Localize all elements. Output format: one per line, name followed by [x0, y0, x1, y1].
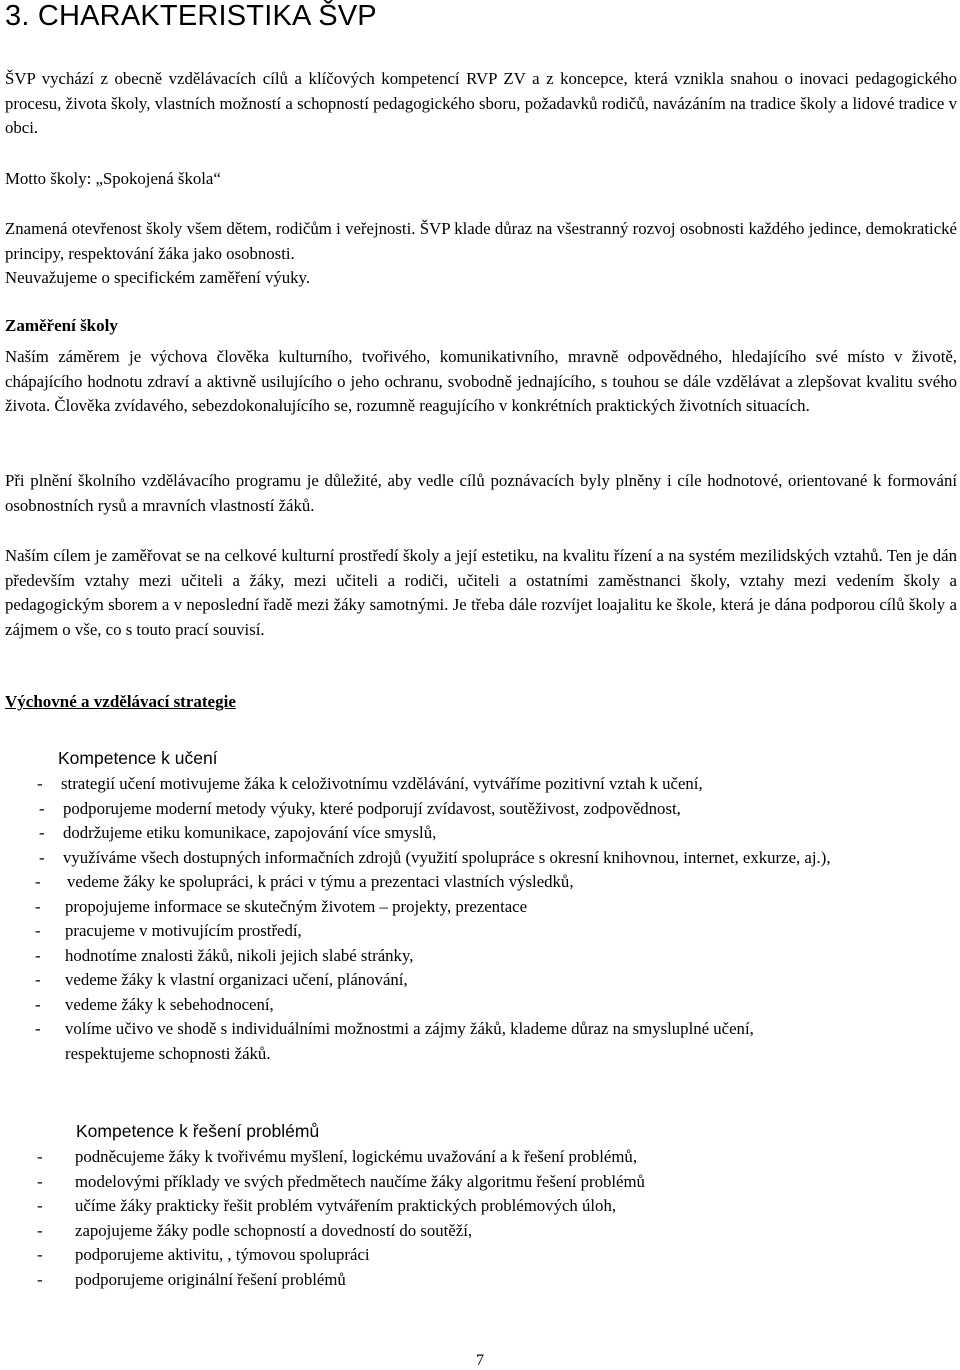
dash-marker: - — [35, 896, 41, 916]
dash-marker: - — [35, 994, 41, 1014]
list-item: - propojujeme informace se skutečným životem – projekty, prezentace — [37, 895, 937, 920]
list-item: - dodržujeme etiku komunikace, zapojování více smyslů, — [37, 821, 937, 846]
program-paragraph: Při plnění školního vzdělávacího programu je důležité, aby vedle cílů poznávacích byly plněny i cíle hodnotové, orientované k formování osobnostních rysů a mravních vlastností žáků. — [5, 471, 957, 515]
list-item: - volíme učivo ve shodě s individuálními možnostmi a zájmy žáků, klademe důraz na smysluplné učení, respektujeme schopnosti žáků. — [35, 1019, 754, 1063]
dash-marker: - — [37, 774, 43, 793]
list-item: - pracujeme v motivujícím prostředí, — [37, 919, 937, 944]
focus-paragraph: Naším záměrem je výchova člověka kulturního, tvořivého, komunikativního, mravně odpovědného, hledajícího své místo v životě, chápajícího hodnotu zdraví a aktivně usilujícího o jeho ochranu, svobodně jednajícího, s touhou se dále vzdělávat a zlepšovat kvalitu svého života. Člověka zvídavého, sebezdokonalujícího se, rozumně reagujícího v konkrétních praktických životních situacích. — [5, 347, 957, 415]
list-item: - vedeme žáky ke spolupráci, k práci v týmu a prezentaci vlastních výsledků, — [37, 870, 937, 895]
motto-line: Motto školy: „Spokojená škola“ — [5, 169, 221, 188]
dash-marker: - — [39, 823, 45, 842]
intro-paragraph: ŠVP vychází z obecně vzdělávacích cílů a klíčových kompetencí RVP ZV a z koncepce, která vznikla snahou o inovaci pedagogického procesu, života školy, vlastních možností a schopností pedagogického sboru, požadavků rodičů, navázáním na tradice školy a lidové tradice v obci. — [5, 69, 957, 137]
dash-marker: - — [37, 1245, 43, 1264]
list-item: - učíme žáky prakticky řešit problém vytvářením praktických problémových úloh, — [37, 1194, 937, 1219]
learning-heading: Kompetence k učení — [58, 748, 218, 768]
dash-marker: - — [37, 1196, 43, 1215]
meaning-sentence-1: Znamená otevřenost školy všem dětem, rodičům i veřejnosti. — [5, 219, 416, 238]
problems-list — [37, 1145, 937, 1292]
dash-marker: - — [35, 945, 41, 965]
meaning-sentence-3: Neuvažujeme o specifickém zaměření výuky. — [5, 268, 311, 287]
dash-marker: - — [35, 921, 41, 940]
list-item: - hodnotíme znalosti žáků, nikoli jejich slabé stránky, — [37, 944, 937, 969]
list-item: - podporujeme aktivitu, , týmovou spolupráci — [37, 1243, 937, 1268]
page-number: 7 — [476, 1352, 484, 1369]
list-item: - strategií učení motivujeme žáka k celoživotnímu vzdělávání, vytváříme pozitivní vztah k učení, — [37, 772, 937, 797]
list-item: - zapojujeme žáky podle schopností a dovedností do soutěží, — [37, 1219, 937, 1244]
page-title: 3. CHARAKTERISTIKA ŠVP — [5, 0, 377, 32]
dash-marker: - — [35, 1019, 41, 1038]
dash-marker: - — [39, 798, 45, 818]
dash-marker: - — [35, 872, 41, 891]
list-item: - vedeme žáky k sebehodnocení, — [37, 993, 937, 1018]
learning-list — [37, 772, 937, 1066]
list-item: - podněcujeme žáky k tvořivému myšlení, logickému uvažování a k řešení problémů, — [37, 1145, 937, 1170]
dash-marker: - — [35, 970, 41, 989]
list-item: - modelovými příklady ve svých předmětech naučíme žáky algoritmu řešení problémů — [37, 1170, 937, 1195]
list-item: - vedeme žáky k vlastní organizaci učení, plánování, — [37, 968, 937, 993]
list-item: - podporujeme originální řešení problémů — [37, 1268, 937, 1293]
dash-marker: - — [37, 1269, 43, 1289]
focus-heading: Zaměření školy — [5, 316, 118, 335]
meaning-sentence-2: ŠVP klade důraz na všestranný rozvoj osobnosti každého jedince, demokratické principy, respektování žáka jako osobnosti. — [5, 219, 957, 263]
dash-marker: - — [37, 1220, 43, 1240]
dash-marker: - — [37, 1147, 43, 1166]
problems-heading: Kompetence k řešení problémů — [76, 1121, 320, 1141]
dash-marker: - — [39, 847, 45, 867]
list-item: - podporujeme moderní metody výuky, které podporují zvídavost, soutěživost, zodpovědnost, — [37, 797, 937, 822]
strategies-heading: Výchovné a vzdělávací strategie — [5, 692, 236, 711]
culture-paragraph: Naším cílem je zaměřovat se na celkové kulturní prostředí školy a její estetiku, na kvalitu řízení a na systém mezilidských vztahů. Ten je dán především vztahy mezi učiteli a žáky, mezi učiteli a rodiči, učiteli a ostatními zaměstnanci školy, vztahy mezi vedením školy a pedagogickým sborem a v neposlední řadě mezi žáky samotnými. Je třeba dále rozvíjet loajalitu ke škole, která je dána podporou cílů školy a zájmem o vše, co s touto prací souvisí. — [5, 546, 957, 639]
dash-marker: - — [37, 1171, 43, 1191]
list-item: - využíváme všech dostupných informačních zdrojů (využití spolupráce s okresní knihovnou, internet, exkurze, aj.), — [37, 846, 903, 871]
meaning-paragraph — [5, 217, 957, 291]
